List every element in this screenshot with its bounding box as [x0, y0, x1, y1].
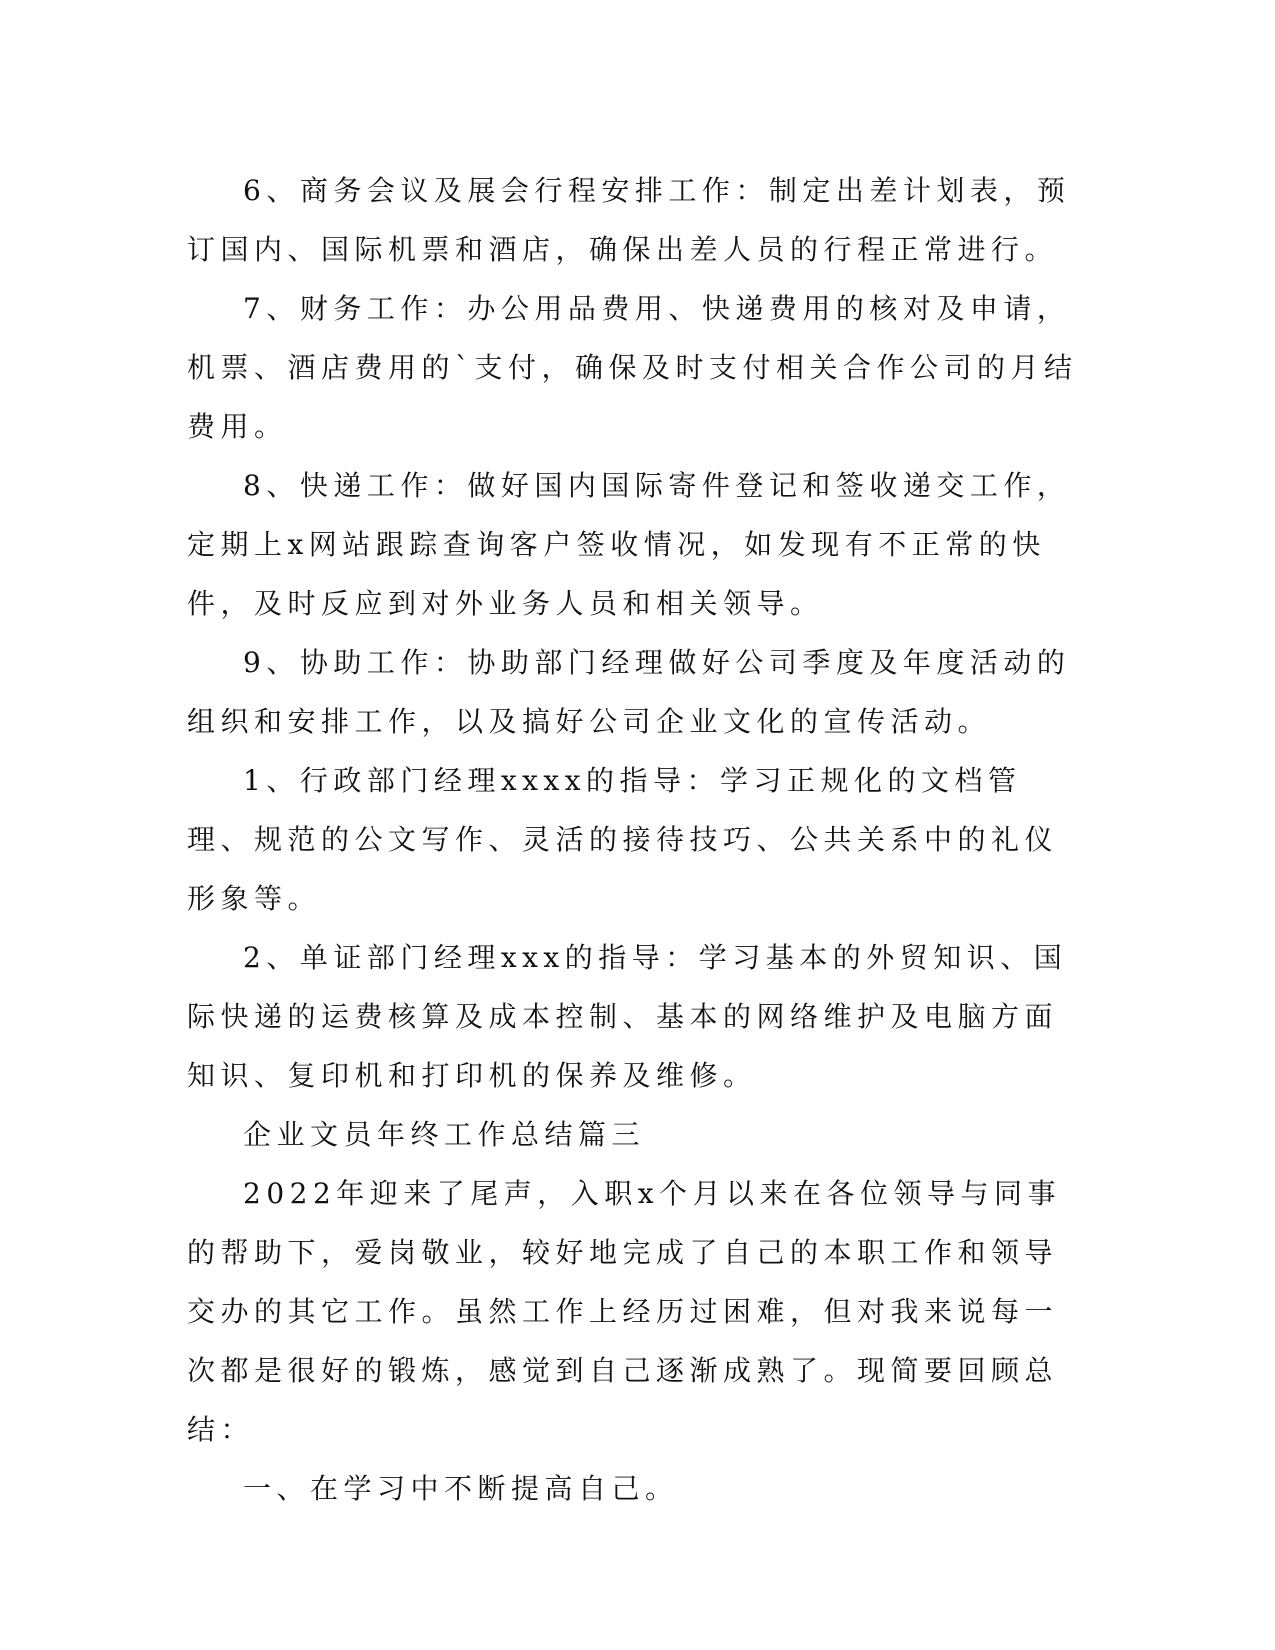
paragraph-section-one: 一、在学习中不断提高自己。 — [243, 1472, 679, 1505]
section-heading: 企业文员年终工作总结篇三 — [243, 1118, 646, 1151]
paragraph-assist-work: 9、协助工作：协助部门经理做好公司季度及年度活动的组织和安排工作，以及搞好公司企业文化的宣传活动。 — [187, 646, 1071, 738]
document-body — [187, 161, 1087, 1518]
paragraph-finance-work: 7、财务工作：办公用品费用、快递费用的核对及申请，机票、酒店费用的`支付，确保及时支付相关合作公司的月结费用。 — [187, 292, 1078, 443]
paragraph-year-summary: 2022年迎来了尾声，入职x个月以来在各位领导与同事的帮助下，爱岗敬业，较好地完成了自己的本职工作和领导交办的其它工作。虽然工作上经历过困难，但对我来说每一次都是很好的锻炼，感觉到自己逐渐成熟了。现简要回顾总结： — [187, 1177, 1062, 1446]
paragraph-documents-manager-guidance: 2、单证部门经理xxx的指导：学习基本的外贸知识、国际快递的运费核算及成本控制、基本的网络维护及电脑方面知识、复印机和打印机的保养及维修。 — [187, 941, 1068, 1092]
paragraph-courier-work: 8、快递工作：做好国内国际寄件登记和签收递交工作，定期上x网站跟踪查询客户签收情况，如发现有不正常的快件，及时反应到对外业务人员和相关领导。 — [187, 469, 1071, 620]
paragraph-admin-manager-guidance: 1、行政部门经理xxxx的指导：学习正规化的文档管理、规范的公文写作、灵活的接待技巧、公共关系中的礼仪形象等。 — [187, 764, 1059, 915]
paragraph-travel-arrangements: 6、商务会议及展会行程安排工作：制定出差计划表，预订国内、国际机票和酒店，确保出差人员的行程正常进行。 — [187, 174, 1071, 266]
